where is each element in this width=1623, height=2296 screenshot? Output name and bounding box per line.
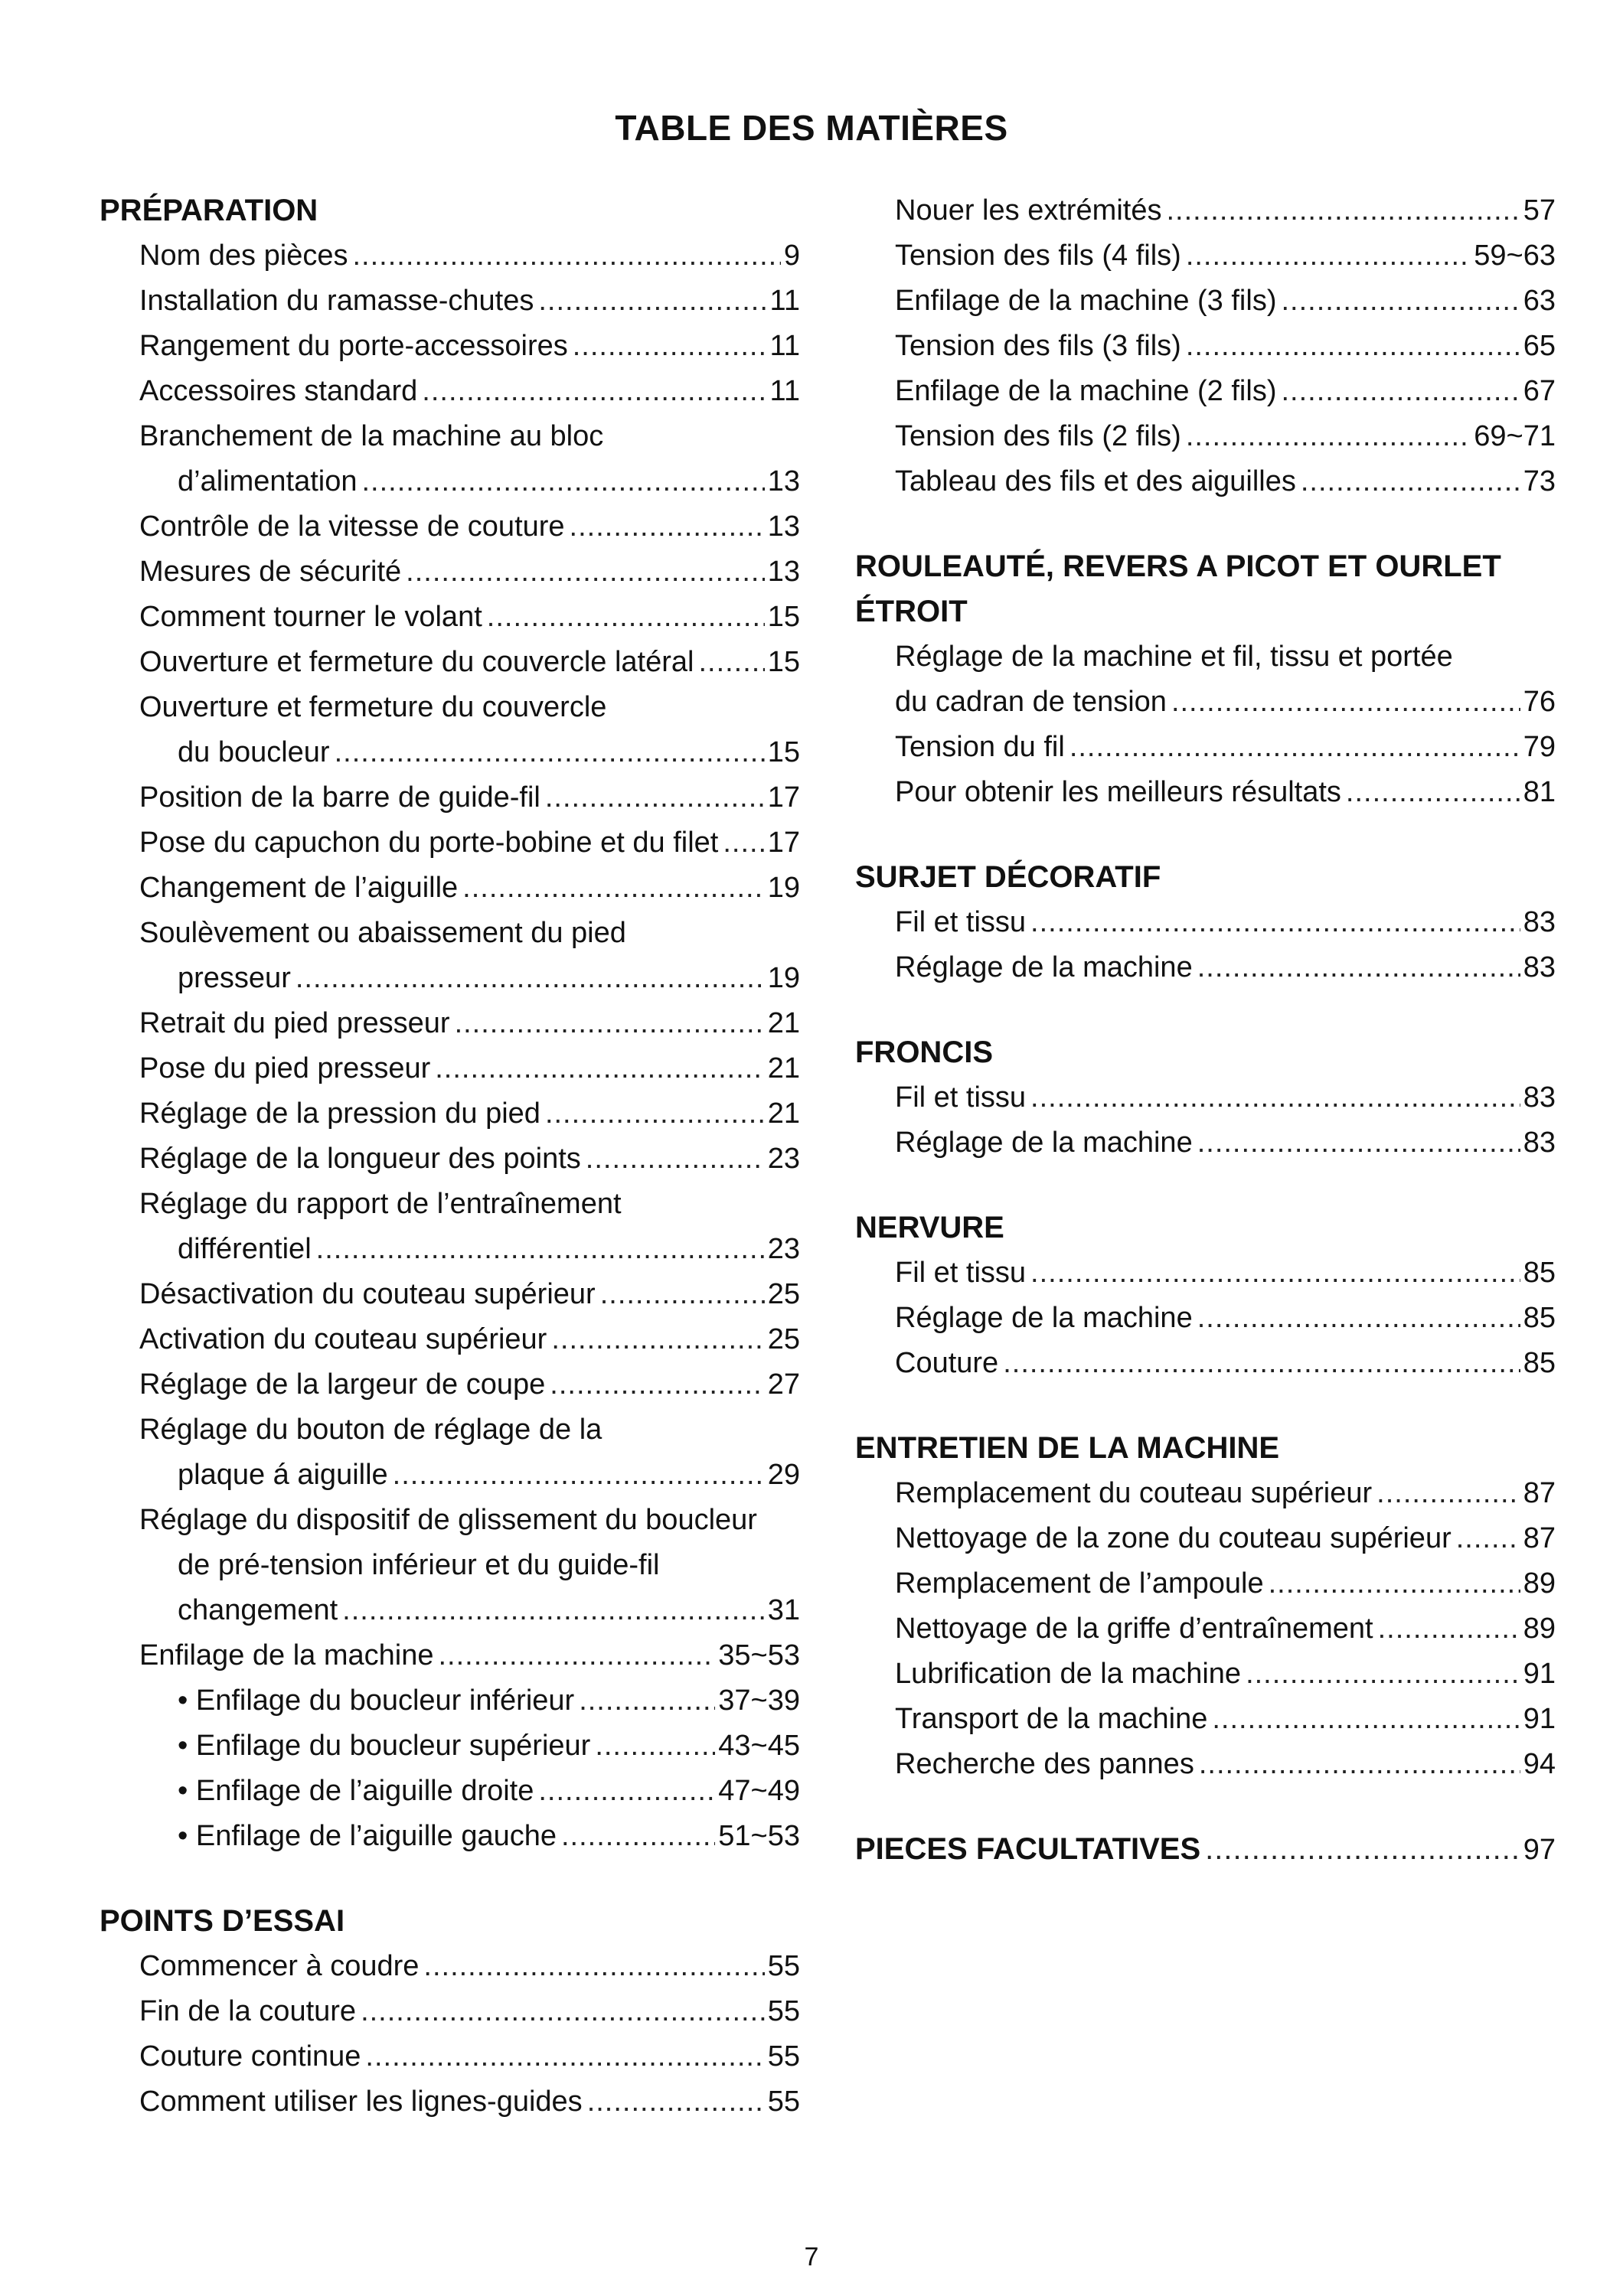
dot-leader [1269, 1561, 1520, 1606]
toc-entry[interactable]: Rangement du porte-accessoires ..... 11 [100, 324, 800, 369]
toc-entry-line[interactable]: Réglage de la machine et fil, tissu et portée [895, 641, 1453, 673]
toc-entry[interactable]: Pose du pied presseur ..... 21 [100, 1046, 800, 1091]
dot-leader [316, 1227, 765, 1272]
dot-leader [579, 1678, 715, 1724]
dot-leader [1246, 1652, 1520, 1697]
dot-leader [462, 866, 765, 911]
toc-entry[interactable]: Comment tourner le volant ..... 15 [100, 595, 800, 640]
dot-leader [435, 1046, 764, 1091]
toc-entry-line[interactable]: Branchement de la machine au bloc [139, 420, 604, 452]
toc-bullet-entry[interactable]: • Enfilage du boucleur supérieur ..... 43~45 [100, 1724, 800, 1769]
toc-entry[interactable]: Enfilage de la machine (2 fils) ..... 67 [855, 369, 1556, 414]
toc-entry[interactable]: Enfilage de la machine (3 fils) ..... 63 [855, 279, 1556, 324]
toc-entry[interactable]: Enfilage de la machine ..... 35~53 [100, 1633, 800, 1678]
toc-entry[interactable]: du boucleur ..... 15 [100, 730, 800, 775]
toc-entry[interactable]: Mesures de sécurité ..... 13 [100, 550, 800, 595]
dot-leader [551, 1317, 764, 1362]
dot-leader [550, 1362, 764, 1407]
page-number: 7 [804, 2242, 819, 2272]
section-heading-nervure: NERVURE [855, 1211, 1004, 1244]
dot-leader [1376, 1471, 1520, 1516]
dot-leader [538, 1769, 715, 1814]
dot-leader [1199, 1742, 1520, 1787]
toc-entry[interactable]: Réglage de la machine ..... 83 [855, 1120, 1556, 1166]
toc-entry[interactable]: Comment utiliser les lignes-guides ..... 55 [100, 2079, 800, 2125]
toc-entry[interactable]: Ouverture et fermeture du couvercle latéral ..... 15 [100, 640, 800, 685]
toc-entry-line[interactable]: Réglage du rapport de l’entraînement [139, 1188, 622, 1220]
dot-leader [587, 2079, 765, 2125]
dot-leader [1197, 945, 1520, 990]
toc-bullet-entry[interactable]: • Enfilage de l’aiguille gauche ..... 51~53 [100, 1814, 800, 1859]
dot-leader [1346, 770, 1520, 815]
toc-entry[interactable]: Changement de l’aiguille ..... 19 [100, 866, 800, 911]
toc-right-column [855, 188, 1556, 1872]
toc-entry[interactable]: Recherche des pannes ..... 94 [855, 1742, 1556, 1787]
dot-leader [342, 1588, 765, 1633]
toc-entry[interactable]: Contrôle de la vitesse de couture ..... 13 [100, 504, 800, 550]
dot-leader [595, 1724, 715, 1769]
toc-entry[interactable]: Pour obtenir les meilleurs résultats ..... 81 [855, 770, 1556, 815]
dot-leader [586, 1137, 765, 1182]
toc-entry[interactable]: Position de la barre de guide-fil ..... 17 [100, 775, 800, 820]
toc-entry[interactable]: Nouer les extrémités ..... 57 [855, 188, 1556, 233]
toc-left-column [100, 188, 800, 2125]
toc-entry[interactable]: Lubrification de la machine ..... 91 [855, 1652, 1556, 1697]
toc-entry[interactable]: Pose du capuchon du porte-bobine et du filet ..... 17 [100, 820, 800, 866]
dot-leader [361, 1989, 765, 2034]
toc-entry[interactable]: Tableau des fils et des aiguilles ..... 73 [855, 459, 1556, 504]
section-gap [855, 1386, 1556, 1426]
dot-leader [561, 1814, 715, 1859]
dot-leader [1197, 1120, 1520, 1166]
toc-entry[interactable]: Couture ..... 85 [855, 1341, 1556, 1386]
dot-leader [1003, 1341, 1520, 1386]
dot-leader [1212, 1697, 1520, 1742]
toc-entry[interactable]: Fil et tissu ..... 83 [855, 1075, 1556, 1120]
toc-entry[interactable]: Tension des fils (3 fils) ..... 65 [855, 324, 1556, 369]
section-gap [855, 990, 1556, 1030]
dot-leader [1378, 1606, 1520, 1652]
dot-leader [365, 2034, 764, 2079]
section-gap [100, 1859, 800, 1899]
dot-leader [406, 550, 765, 595]
section-heading-points-essai: POINTS D’ESSAI [100, 1904, 345, 1938]
section-gap [855, 1166, 1556, 1205]
toc-entry[interactable]: Fil et tissu ..... 85 [855, 1251, 1556, 1296]
toc-entry[interactable]: Fil et tissu ..... 83 [855, 900, 1556, 945]
toc-entry[interactable]: Tension du fil ..... 79 [855, 725, 1556, 770]
dot-leader [570, 504, 765, 550]
toc-entry[interactable]: Réglage de la machine ..... 85 [855, 1296, 1556, 1341]
dot-leader [1069, 725, 1520, 770]
dot-leader [1186, 414, 1471, 459]
page-title: TABLE DES MATIÈRES [615, 108, 1008, 148]
dot-leader [438, 1633, 715, 1678]
dot-leader [538, 279, 766, 324]
dot-leader [1205, 1827, 1520, 1872]
toc-entry[interactable]: Tension des fils (4 fils) ..... 59~63 [855, 233, 1556, 279]
toc-entry[interactable]: Accessoires standard ..... 11 [100, 369, 800, 414]
dot-leader [1301, 459, 1520, 504]
section-heading-froncis: FRONCIS [855, 1035, 993, 1069]
toc-entry[interactable]: Tension des fils (2 fils) ..... 69~71 [855, 414, 1556, 459]
toc-entry[interactable]: Remplacement de l’ampoule ..... 89 [855, 1561, 1556, 1606]
dot-leader [698, 640, 764, 685]
dot-leader [600, 1272, 765, 1317]
dot-leader [1166, 188, 1520, 233]
dot-leader [1281, 279, 1520, 324]
toc-entry[interactable]: Transport de la machine ..... 91 [855, 1697, 1556, 1742]
toc-entry[interactable]: du cadran de tension ..... 76 [855, 680, 1556, 725]
dot-leader [1186, 324, 1520, 369]
dot-leader [1281, 369, 1520, 414]
toc-entry[interactable]: Réglage de la longueur des points ..... 23 [100, 1137, 800, 1182]
dot-leader [573, 324, 767, 369]
section-gap [855, 1787, 1556, 1827]
toc-entry[interactable]: Réglage de la machine ..... 83 [855, 945, 1556, 990]
toc-entry[interactable]: Désactivation du couteau supérieur ..... 25 [100, 1272, 800, 1317]
section-gap [855, 815, 1556, 855]
dot-leader [1030, 900, 1520, 945]
toc-entry[interactable]: Commencer à coudre ..... 55 [100, 1944, 800, 1989]
section-heading-rouleaute: ROULEAUTÉ, REVERS A PICOT ET OURLET [855, 550, 1501, 583]
section-heading-pieces-facultatives[interactable]: PIECES FACULTATIVES ..... 97 [855, 1827, 1556, 1872]
dot-leader [487, 595, 765, 640]
toc-entry[interactable]: Activation du couteau supérieur ..... 25 [100, 1317, 800, 1362]
toc-entry[interactable]: Installation du ramasse-chutes ..... 11 [100, 279, 800, 324]
dot-leader [455, 1001, 765, 1046]
dot-leader [1171, 680, 1520, 725]
dot-leader [296, 956, 765, 1001]
toc-entry[interactable]: Fin de la couture ..... 55 [100, 1989, 800, 2034]
dot-leader [352, 233, 780, 279]
dot-leader [422, 369, 766, 414]
toc-entry[interactable]: Nettoyage de la griffe d’entraînement ..... 89 [855, 1606, 1556, 1652]
toc-bullet-entry[interactable]: • Enfilage de l’aiguille droite ..... 47~49 [100, 1769, 800, 1814]
toc-entry[interactable]: Remplacement du couteau supérieur ..... 87 [855, 1471, 1556, 1516]
toc-entry[interactable]: plaque á aiguille ..... 29 [100, 1453, 800, 1498]
toc-entry[interactable]: Réglage de la pression du pied ..... 21 [100, 1091, 800, 1137]
toc-entry[interactable]: presseur ..... 19 [100, 956, 800, 1001]
section-gap [855, 504, 1556, 544]
toc-entry[interactable]: Nom des pièces ..... 9 [100, 233, 800, 279]
toc-entry[interactable]: Réglage de la largeur de coupe ..... 27 [100, 1362, 800, 1407]
dot-leader [1197, 1296, 1520, 1341]
dot-leader [545, 775, 765, 820]
toc-entry-line[interactable]: Réglage du dispositif de glissement du boucleur [139, 1504, 757, 1536]
section-heading-entretien: ENTRETIEN DE LA MACHINE [855, 1431, 1280, 1465]
toc-bullet-entry[interactable]: • Enfilage du boucleur inférieur ..... 37~39 [100, 1678, 800, 1724]
section-heading-preparation: PRÉPARATION [100, 194, 318, 227]
toc-entry[interactable]: Retrait du pied presseur ..... 21 [100, 1001, 800, 1046]
toc-entry-line[interactable]: Réglage du bouton de réglage de la [139, 1414, 603, 1446]
dot-leader [1186, 233, 1471, 279]
dot-leader [361, 459, 764, 504]
dot-leader [1030, 1075, 1520, 1120]
dot-leader [723, 820, 764, 866]
section-heading-rouleaute-line2: ÉTROIT [855, 595, 968, 628]
dot-leader [1456, 1516, 1520, 1561]
toc-entry-line[interactable]: de pré-tension inférieur et du guide-fil [178, 1549, 660, 1581]
toc-entry[interactable]: changement ..... 31 [100, 1588, 800, 1633]
dot-leader [335, 730, 765, 775]
toc-entry[interactable]: d’alimentation ..... 13 [100, 459, 800, 504]
dot-leader [393, 1453, 765, 1498]
toc-entry[interactable]: Couture continue ..... 55 [100, 2034, 800, 2079]
toc-entry-line[interactable]: Ouverture et fermeture du couvercle [139, 691, 607, 723]
dot-leader [423, 1944, 764, 1989]
toc-entry-line[interactable]: Soulèvement ou abaissement du pied [139, 917, 626, 949]
toc-entry[interactable]: Nettoyage de la zone du couteau supérieur ..... 87 [855, 1516, 1556, 1561]
dot-leader [1030, 1251, 1520, 1296]
section-heading-surjet: SURJET DÉCORATIF [855, 860, 1161, 894]
dot-leader [545, 1091, 765, 1137]
toc-entry[interactable]: différentiel ..... 23 [100, 1227, 800, 1272]
